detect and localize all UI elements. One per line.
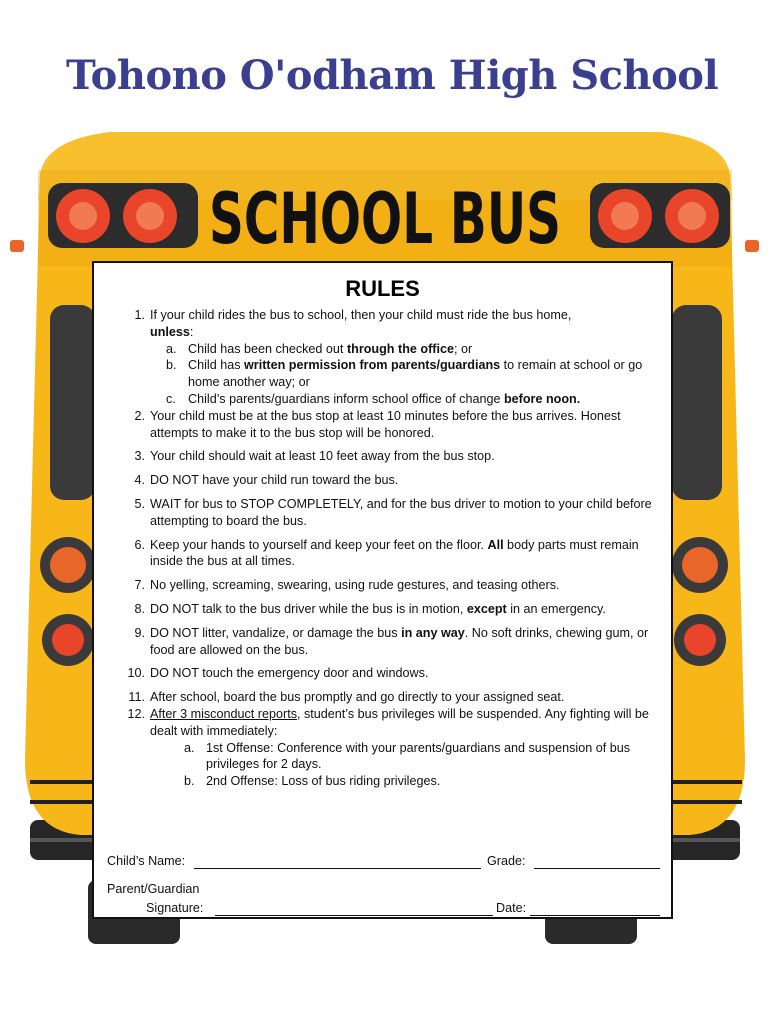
rules-card xyxy=(92,261,673,919)
rule-item xyxy=(114,307,662,341)
rule-text xyxy=(150,601,662,618)
rule-text xyxy=(150,689,662,706)
rules-heading: RULES xyxy=(345,276,420,301)
rule-bold-text: written permission from parents/guardians xyxy=(244,358,501,373)
date-label: Date: xyxy=(496,901,527,915)
rule-number: 10. xyxy=(127,666,145,681)
rule-text-part: WAIT for bus to STOP COMPLETELY, and for the bus driver to motion to your child before attempting to board the bus. xyxy=(150,496,652,528)
rule-bold-text: before noon. xyxy=(503,391,581,406)
rule-text-part: 2nd Offense: Loss of bus riding privileges. xyxy=(206,774,441,789)
rule-text xyxy=(150,537,662,571)
rule-text xyxy=(150,307,662,341)
signature-label: Signature: xyxy=(146,901,204,915)
rule-text-part: , student’s bus privileges will be suspended. Any fighting will be dealt with immediately: xyxy=(150,706,649,738)
grade-field[interactable] xyxy=(534,868,660,869)
rule-text-part: body parts must remain inside the bus at all times. xyxy=(150,537,639,569)
parent-guardian-label: Parent/Guardian xyxy=(107,882,200,896)
grade-label: Grade: xyxy=(487,854,526,868)
sub-rule-text xyxy=(206,773,662,790)
rule-text-part: 1st Offense: Conference with your parents/guardians and suspension of bus privileges for 2 days. xyxy=(206,740,631,772)
rule-number: 4. xyxy=(134,473,145,488)
rule-number: 6. xyxy=(134,537,145,552)
rule-text-part: in an emergency. xyxy=(506,601,606,616)
rule-number: 9. xyxy=(134,625,145,640)
rule-text xyxy=(150,408,662,442)
sub-rule-item xyxy=(166,391,662,408)
rule-text-part: DO NOT litter, vandalize, or damage the bus xyxy=(150,625,402,640)
sub-rule-text xyxy=(206,740,662,774)
sub-rule-text xyxy=(188,341,662,358)
sub-rule-letter: b. xyxy=(166,358,177,373)
rule-text-part: Your child must be at the bus stop at least 10 minutes before the bus arrives. Honest attempts to make it to the bus stop will be honored. xyxy=(150,408,621,440)
sub-rule-item xyxy=(184,773,662,790)
rule-text-part: . No soft drinks, chewing gum, or food are allowed on the bus. xyxy=(150,625,649,657)
rule-text-part: Your child should wait at least 10 feet away from the bus stop. xyxy=(150,449,495,464)
signature-field[interactable] xyxy=(215,915,493,916)
rule-text-part: to remain at school or go home another way; or xyxy=(188,358,643,390)
sub-rule-letter: b. xyxy=(184,774,195,789)
rule-number: 5. xyxy=(134,496,145,511)
rule-item xyxy=(114,665,662,682)
rule-bold-text: through the office xyxy=(346,341,454,356)
rule-text-part: Child has been checked out xyxy=(188,341,347,356)
childs-name-label: Child’s Name: xyxy=(107,854,186,868)
rule-text-part: DO NOT have your child run toward the bus. xyxy=(150,473,399,488)
rule-text-part: Keep your hands to yourself and keep your feet on the floor. xyxy=(150,537,488,552)
rule-text-part: No yelling, screaming, swearing, using rude gestures, and teasing others. xyxy=(150,578,560,593)
rule-text xyxy=(150,496,662,530)
rule-number: 11. xyxy=(128,690,145,705)
rule-text-part: DO NOT talk to the bus driver while the bus is in motion, xyxy=(150,601,467,616)
sub-rule-item xyxy=(184,740,662,774)
date-field[interactable] xyxy=(530,915,660,916)
rule-number: 1. xyxy=(134,308,145,322)
rule-text-part: DO NOT touch the emergency door and windows. xyxy=(150,666,429,681)
rules-list xyxy=(114,307,662,790)
rule-item xyxy=(114,537,662,571)
rule-text xyxy=(150,448,662,465)
rule-text xyxy=(150,577,662,594)
rule-item xyxy=(114,625,662,659)
rule-number: 3. xyxy=(134,449,145,464)
rule-underlined-text: After 3 misconduct reports xyxy=(150,706,297,721)
rule-text-part: If your child rides the bus to school, then your child must ride the bus home, xyxy=(150,308,572,322)
rule-text-part: : xyxy=(189,324,194,339)
sub-rule-text xyxy=(188,391,662,408)
rule-item xyxy=(114,706,662,740)
bus-sign-text: SCHOOL BUS xyxy=(209,178,561,260)
rule-text xyxy=(150,625,662,659)
rule-item xyxy=(114,601,662,618)
rule-text-part: Child has xyxy=(188,358,245,373)
page-title: Tohono O'odham High School xyxy=(66,52,719,99)
sub-rule-text xyxy=(188,357,662,391)
rule-item xyxy=(114,408,662,442)
rule-text-part: After school, board the bus promptly and go directly to your assigned seat. xyxy=(150,690,565,705)
rule-text xyxy=(150,665,662,682)
rule-item xyxy=(114,689,662,706)
rule-text xyxy=(150,472,662,489)
sub-rule-letter: c. xyxy=(166,391,176,406)
childs-name-field[interactable] xyxy=(194,868,481,869)
rule-item xyxy=(114,472,662,489)
sub-rule-item xyxy=(166,357,662,391)
rule-number: 7. xyxy=(134,578,145,593)
rule-bold-text: in any way xyxy=(401,625,465,640)
rule-bold-text: All xyxy=(487,537,504,552)
rule-bold-text: unless xyxy=(150,324,190,339)
rule-number: 2. xyxy=(134,408,145,423)
rule-item xyxy=(114,448,662,465)
sub-rule-item xyxy=(166,341,662,358)
rule-text xyxy=(150,706,662,740)
rule-number: 12. xyxy=(127,706,145,721)
rule-bold-text: except xyxy=(466,601,507,616)
rule-number: 8. xyxy=(134,601,145,616)
rule-item xyxy=(114,577,662,594)
sub-rule-letter: a. xyxy=(166,341,177,356)
rule-item xyxy=(114,496,662,530)
rule-text-part: Child’s parents/guardians inform school office of change xyxy=(188,391,504,406)
sub-rule-letter: a. xyxy=(184,740,195,755)
rule-text-part: ; or xyxy=(453,341,473,356)
